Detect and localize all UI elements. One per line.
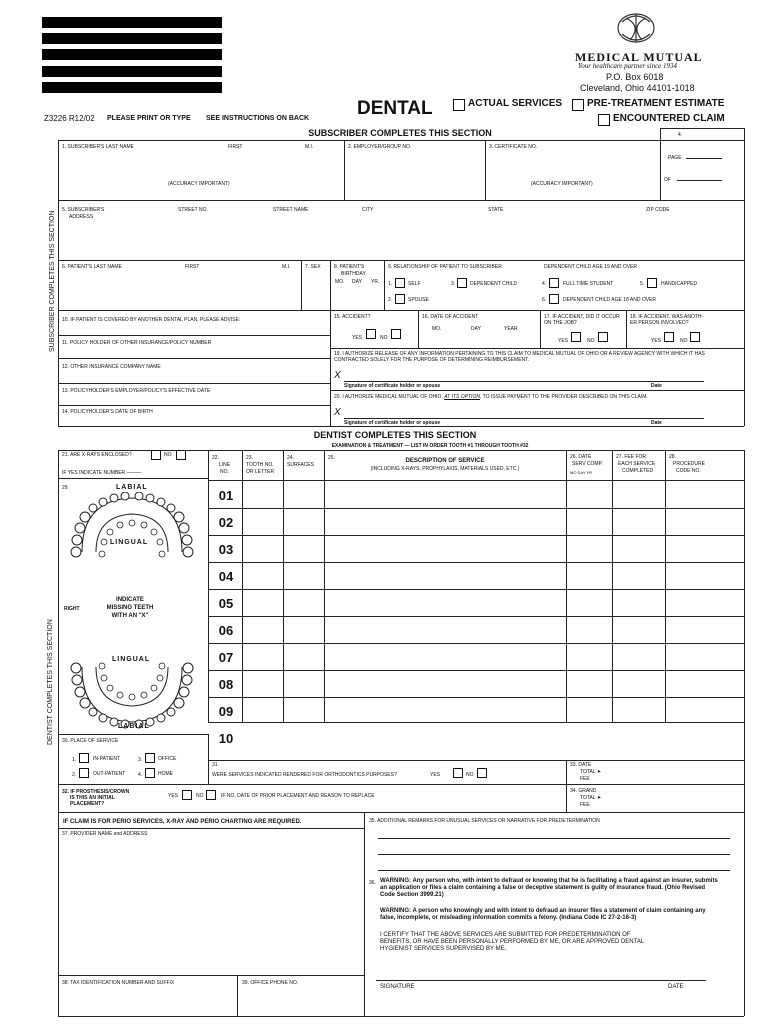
c24-surfaces-label: SURFACES xyxy=(287,462,314,468)
onjob-no-checkbox[interactable] xyxy=(598,332,608,342)
prosthesis-no-label: NO xyxy=(196,793,204,799)
line-number: 03 xyxy=(218,542,234,557)
spouse-label: SPOUSE xyxy=(408,297,429,303)
dep-child-checkbox[interactable] xyxy=(457,278,467,288)
f8-birthday-label: BIRTHDAY xyxy=(341,271,366,277)
f16-label: 16. DATE OF ACCIDENT xyxy=(422,314,479,320)
home-label: HOME xyxy=(158,771,173,777)
pos1-num: 1. xyxy=(72,757,77,763)
other-no-checkbox[interactable] xyxy=(690,332,700,342)
f21-label: 21. ARE X-RAYS ENCLOSED? xyxy=(62,452,132,458)
c22-label: 22. xyxy=(212,455,219,461)
see-instructions: SEE INSTRUCTIONS ON BACK xyxy=(206,115,310,122)
c28-code-label: CODE NO. xyxy=(676,468,701,474)
line-number: 02 xyxy=(218,515,234,530)
c23-label: 23. xyxy=(246,455,253,461)
year-label: YEAR xyxy=(504,326,518,332)
onjob-yes-checkbox[interactable] xyxy=(571,332,581,342)
pos3-num: 3. xyxy=(138,757,143,763)
c23-tooth-label: TOOTH NO. xyxy=(246,462,274,468)
date-label-1: Date xyxy=(651,383,662,389)
f36-label: 36. xyxy=(369,880,376,886)
first2-label: FIRST xyxy=(185,264,200,270)
f19-text: 19. I AUTHORIZE RELEASE OF ANY INFORMATION PERTAINING TO THIS CLAIM TO MEDICAL MUTUAL OF OHIO OR A REVIEW AGENCY WITH WHICH IT HAS CONTRACTED SOLELY FOR THE PURPOSE OF DETERMINING REIMBURSEMENT. xyxy=(334,351,705,363)
warning-indiana: WARNING: A person who knowingly and with intent to defraud an insurer files a statement of claim containing any false, incomplete, or misleading information commits a felony. (Indiana Code IC 27-2-16-3) xyxy=(380,908,706,921)
outpatient-checkbox[interactable] xyxy=(79,768,89,778)
ortho-no-label: NO xyxy=(466,772,474,778)
rel3-num: 3. xyxy=(451,281,456,287)
indicate-label: INDICATE xyxy=(116,597,144,603)
perio-note: IF CLAIM IS FOR PERIO SERVICES, X-RAY AND PERIO CHARTING ARE REQUIRED. xyxy=(63,819,302,825)
c27-completed-label: COMPLETED xyxy=(622,468,654,474)
line-number: 05 xyxy=(218,596,234,611)
address-line2: Cleveland, Ohio 44101-1018 xyxy=(580,83,695,93)
line-number: 06 xyxy=(218,623,234,638)
form-title: DENTAL xyxy=(357,98,433,119)
f32-label: 32. IF PROSTHESIS/CROWN xyxy=(62,789,130,795)
x-mark-2: X xyxy=(334,407,341,418)
ortho-label: WERE SERVICES INDICATED RENDERED FOR ORTHODONTICS PURPOSES? xyxy=(212,772,397,778)
pre-treatment-label: PRE-TREATMENT ESTIMATE xyxy=(587,98,725,109)
brand-name: MEDICAL MUTUAL xyxy=(575,50,703,64)
f35-label: 35. ADDITIONAL REMARKS FOR UNUSUAL SERVICES OR NARRATIVE FOR PREDETERMINATION xyxy=(369,818,600,824)
f32-placement-label: PLACEMENT? xyxy=(70,801,105,807)
self-checkbox[interactable] xyxy=(395,278,405,288)
dep18-checkbox[interactable] xyxy=(549,294,559,304)
print-note: PLEASE PRINT OR TYPE xyxy=(107,115,191,122)
date-label-2: Date xyxy=(651,420,662,426)
line-number: 09 xyxy=(218,704,234,719)
warning-ohio: WARNING: Any person who, with intent to defraud or knowing that he is facilitating a fraud against an insurer, submits an application or files a claim containing a false or deceptive statement is guilty of insurance fraud. (Ohio Revised Code Section 3999.21) xyxy=(380,878,718,898)
rel4-num: 4. xyxy=(542,281,547,287)
street-name-label: STREET NAME xyxy=(273,207,309,213)
rel6-num: 6. xyxy=(542,297,547,303)
c25-label: 25. xyxy=(328,455,335,461)
onjob-yes-label: YES xyxy=(558,338,569,344)
f13-label: 13. POLICYHOLDER'S EMPLOYER/POLICY'S EFFECTIVE DATE xyxy=(62,388,211,394)
line-number: 01 xyxy=(218,488,234,503)
accuracy-note-2: (ACCURACY IMPORTANT) xyxy=(531,181,593,187)
f17-label: 17. IF ACCIDENT, DID IT OCCUR ON THE JOB? xyxy=(544,314,620,326)
f5-label: 5. SUBSCRIBER'S xyxy=(62,207,105,213)
rel1-num: 1. xyxy=(388,281,393,287)
pos2-num: 2. xyxy=(72,772,77,778)
labial-bottom-label: LABIAL xyxy=(118,723,150,730)
dep-child-label: DEPENDENT CHILD xyxy=(470,281,518,287)
f33-label: 33. DATE xyxy=(570,762,592,768)
of-label: OF xyxy=(664,177,671,183)
address-line1: P.O. Box 6018 xyxy=(606,72,664,82)
actual-services-checkbox[interactable] xyxy=(453,99,465,111)
dep18-label: DEPENDENT CHILD AGE 18 AND OVER xyxy=(563,297,656,303)
street-no-label: STREET NO. xyxy=(178,207,208,213)
ortho-no-checkbox[interactable] xyxy=(477,768,487,778)
line-number: 10 xyxy=(218,731,234,746)
other-yes-label: YES xyxy=(651,338,662,344)
zip-label: ZIP CODE xyxy=(646,207,670,213)
line-number: 07 xyxy=(218,650,234,665)
f10-label: 10. IF PATIENT IS COVERED BY ANOTHER DENTAL PLAN, PLEASE ADVISE: xyxy=(62,317,241,323)
other-yes-checkbox[interactable] xyxy=(664,332,674,342)
ortho-yes-checkbox[interactable] xyxy=(453,768,463,778)
encountered-claim-checkbox[interactable] xyxy=(598,114,610,126)
c28-label: 28. xyxy=(669,454,676,460)
rel5-num: 5. xyxy=(640,281,645,287)
dep19-label: DEPENDENT CHILD AGE 19 AND OVER xyxy=(544,264,637,270)
other-no-label: NO xyxy=(680,338,688,344)
if-no-label: IF NO, DATE OF PRIOR PLACEMENT AND REASON TO REPLACE xyxy=(221,793,375,799)
f3-label: 3. CERTIFICATE NO. xyxy=(489,144,538,150)
handicapped-label: HANDICAPPED xyxy=(661,281,698,287)
lingual-bottom-label: LINGUAL xyxy=(112,656,151,663)
f2-label: 2. EMPLOYER/GROUP NO. xyxy=(348,144,412,150)
home-checkbox[interactable] xyxy=(145,768,155,778)
actual-services-label: ACTUAL SERVICES xyxy=(468,98,563,109)
right-label: RIGHT xyxy=(64,606,80,612)
dentist-side-label: DENTIST COMPLETES THIS SECTION xyxy=(47,619,54,745)
fee2-label: FEE xyxy=(580,802,590,808)
f11-label: 11. POLICY HOLDER OF OTHER INSURANCE/POLICY NUMBER xyxy=(62,340,212,346)
self-label: SELF xyxy=(408,281,421,287)
accident-yes-checkbox[interactable] xyxy=(366,329,376,339)
xrays-no-checkbox[interactable] xyxy=(176,450,186,460)
desc-header: DESCRIPTION OF SERVICE xyxy=(405,458,485,464)
accident-no-checkbox[interactable] xyxy=(391,329,401,339)
total2-label: TOTAL ➤ xyxy=(580,795,602,801)
fulltime-label: FULL TIME STUDENT xyxy=(563,281,614,287)
f32-initial-label: IS THIS AN INITIAL xyxy=(70,795,115,801)
f38-label: 38. TAX IDENTIFICATION NUMBER AND SUFFIX xyxy=(62,980,175,986)
yr-label: YR. xyxy=(371,279,380,285)
f37-label: 37. PROVIDER NAME and ADDRESS xyxy=(62,831,148,837)
office-checkbox[interactable] xyxy=(145,753,155,763)
certify-text: I CERTIFY THAT THE ABOVE SERVICES ARE SUBMITTED FOR PREDETERMINATION OF BENEFITS, OR HAVE BEEN PERSONALLY PERFORMED BY ME, OR ARE APPROVED DENTAL HYGIENIST SERVICES SUPERVISED BY ME. xyxy=(380,932,644,952)
total-label: TOTAL ➤ xyxy=(580,769,602,775)
x-mark-1: X xyxy=(334,370,341,381)
f4-label: 4. xyxy=(678,132,683,138)
xrays-no-label: NO xyxy=(164,452,172,458)
onjob-no-label: NO xyxy=(587,338,595,344)
medical-mutual-logo-icon xyxy=(612,8,660,48)
inpatient-label: IN-PATIENT xyxy=(93,756,121,762)
dentist-section-title: DENTIST COMPLETES THIS SECTION xyxy=(313,430,477,440)
c23-letter-label: OR LETTER xyxy=(246,469,275,475)
sig-label-2: Signature of certificate holder or spouse xyxy=(344,420,441,426)
labial-top-label: LABIAL xyxy=(116,484,148,491)
c28-procedure-label: PROCEDURE xyxy=(673,461,705,467)
pos4-num: 4. xyxy=(138,772,143,778)
f6-label: 6. PATIENT'S LAST NAME xyxy=(62,264,122,270)
f30-label: 30. PLACE OF SERVICE xyxy=(62,738,119,744)
brand-tagline: Your healthcare partner since 1934 xyxy=(578,62,678,70)
ortho-yes-label: YES xyxy=(430,772,441,778)
rel2-num: 2. xyxy=(388,297,393,303)
f15-label: 15. ACCIDENT? xyxy=(334,314,371,320)
city-label: CITY xyxy=(362,207,374,213)
c24-label: 24. xyxy=(287,455,294,461)
accident-no-label: NO xyxy=(380,335,388,341)
prosthesis-yes-label: YES xyxy=(168,793,179,799)
c22-line-label: LINE xyxy=(219,462,231,468)
c27-label: 27. FEE FOR xyxy=(616,454,647,460)
f20-text-end: , TO ISSUE PAYMENT TO THE PROVIDER DESCRIBED ON THIS CLAIM. xyxy=(479,394,648,400)
sig-label-1: Signature of certificate holder or spouse xyxy=(344,383,441,389)
f39-label: 39. OFFICE PHONE NO. xyxy=(242,980,299,986)
signature-label: SIGNATURE xyxy=(380,984,415,990)
state-label: STATE xyxy=(488,207,504,213)
xrays-yes-checkbox[interactable] xyxy=(151,450,161,460)
inpatient-checkbox[interactable] xyxy=(79,753,89,763)
mi2-label: M.I. xyxy=(282,264,291,270)
f1-label: 1. SUBSCRIBER'S LAST NAME xyxy=(62,144,134,150)
mo2-label: MO. xyxy=(432,326,442,332)
handicapped-checkbox[interactable] xyxy=(647,278,657,288)
accuracy-note-1: (ACCURACY IMPORTANT) xyxy=(168,181,230,187)
prosthesis-yes-checkbox[interactable] xyxy=(182,790,192,800)
c26-mdy-label: MO DAY YR xyxy=(570,470,593,475)
f29-label: 29. xyxy=(62,485,69,491)
subscriber-side-label: SUBSCRIBER COMPLETES THIS SECTION xyxy=(49,210,56,352)
c26-serv-label: SERV COMP. xyxy=(572,461,603,467)
line-number: 04 xyxy=(218,569,234,584)
office-label: OFFICE xyxy=(158,756,177,762)
mo-label: MO. xyxy=(335,279,345,285)
f31-label: 31. xyxy=(212,762,219,768)
fulltime-checkbox[interactable] xyxy=(549,278,559,288)
if-yes-label: IF YES INDICATE NUMBER ——— xyxy=(62,470,142,476)
form-code: Z3226 R12/02 xyxy=(44,114,95,123)
day-label: DAY xyxy=(352,279,362,285)
f5-address-label: ADDRESS xyxy=(69,214,94,220)
accident-yes-label: YES xyxy=(352,335,363,341)
f8-label: 8. PATIENT'S xyxy=(334,264,365,270)
c26-label: 26. DATE xyxy=(570,454,592,460)
mi-label: M.I. xyxy=(305,144,314,150)
fee-label: FEE xyxy=(580,776,590,782)
missing-teeth-label: MISSING TEETH xyxy=(106,605,154,611)
f34-label: 34. GRAND xyxy=(570,788,597,794)
lingual-top-label: LINGUAL xyxy=(110,539,149,546)
subscriber-section-title: SUBSCRIBER COMPLETES THIS SECTION xyxy=(308,128,492,138)
line-number: 08 xyxy=(218,677,234,692)
with-x-label: WITH AN "X" xyxy=(111,613,149,619)
f14-label: 14. POLICYHOLDER'S DATE OF BIRTH xyxy=(62,409,153,415)
exam-title: EXAMINATION & TREATMENT — LIST IN ORDER TOOTH #1 THROUGH TOOTH #32 xyxy=(331,443,529,449)
f12-label: 12. OTHER INSURANCE COMPANY NAME xyxy=(62,364,161,370)
page-label: PAGE xyxy=(668,155,682,161)
date-label: DATE xyxy=(668,984,684,990)
encountered-claim-label: ENCOUNTERED CLAIM xyxy=(613,113,725,124)
outpatient-label: OUT-PATIENT xyxy=(93,771,126,777)
desc-subheader: (INCLUDING X-RAYS, PROPHYLAXIS, MATERIALS USED, ETC.) xyxy=(370,466,520,472)
f20-text-em: AT ITS OPTION xyxy=(444,394,480,400)
f9-label: 9. RELATIONSHIP OF PATIENT TO SUBSCRIBER xyxy=(388,264,502,270)
pre-treatment-checkbox[interactable] xyxy=(572,99,584,111)
spouse-checkbox[interactable] xyxy=(395,294,405,304)
first-label: FIRST xyxy=(228,144,243,150)
c22-no-label: NO. xyxy=(220,469,229,475)
f20-text-start: 20. I AUTHORIZE MEDICAL MUTUAL OF OHIO, xyxy=(334,394,443,400)
day2-label: DAY xyxy=(471,326,481,332)
f20-text xyxy=(334,394,648,400)
c27-each-label: EACH SERVICE xyxy=(618,461,656,467)
f7-label: 7. SEX xyxy=(305,264,321,270)
f18-label: 18. IF ACCIDENT, WAS ANOTH-ER PERSON INVOLVED? xyxy=(630,314,704,326)
prosthesis-no-checkbox[interactable] xyxy=(206,790,216,800)
